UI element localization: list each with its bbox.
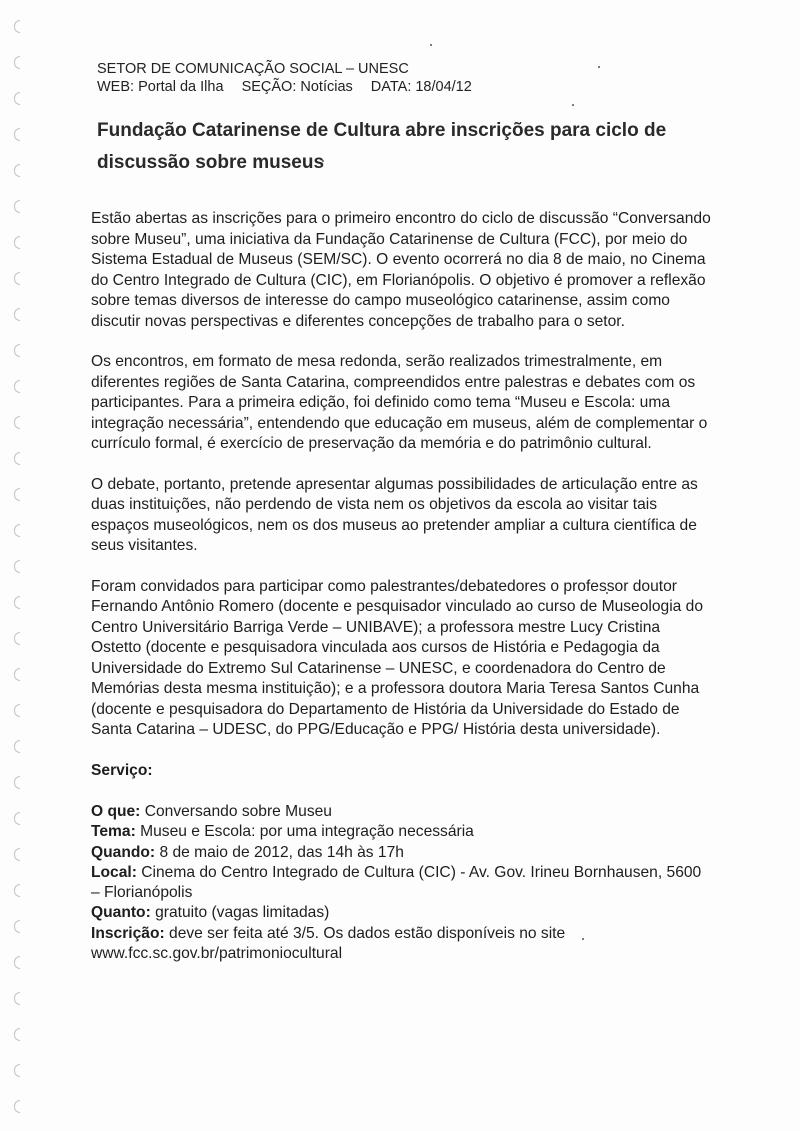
binder-hole — [14, 1100, 20, 1113]
binder-hole — [14, 452, 20, 465]
binder-hole — [14, 128, 20, 141]
binder-hole — [14, 992, 20, 1005]
binder-hole — [14, 488, 20, 501]
binder-hole — [14, 272, 20, 285]
article-body — [91, 209, 711, 964]
binder-hole — [14, 236, 20, 249]
service-label: Quanto: — [91, 904, 151, 922]
binder-hole — [14, 740, 20, 753]
binder-hole — [14, 632, 20, 645]
binder-hole — [14, 920, 20, 933]
binder-hole — [14, 344, 20, 357]
service-value: gratuito (vagas limitadas) — [155, 904, 330, 922]
binder-hole — [14, 1028, 20, 1041]
service-label: Inscrição: — [91, 924, 165, 942]
binder-hole — [14, 776, 20, 789]
binder-hole — [14, 956, 20, 969]
header-meta — [97, 78, 472, 96]
binder-hole — [14, 20, 20, 33]
binder-hole — [14, 380, 20, 393]
service-value: 8 de maio de 2012, das 14h às 17h — [159, 843, 404, 861]
service-item-price — [91, 903, 711, 923]
binder-hole — [14, 668, 20, 681]
service-label: O que: — [91, 803, 141, 820]
service-item-what — [91, 802, 711, 822]
header-web: WEB: Portal da Ilha — [97, 79, 224, 95]
service-label: Local: — [91, 863, 137, 881]
service-list — [91, 802, 711, 964]
service-label: Quando: — [91, 843, 156, 861]
binder-hole — [14, 884, 20, 897]
article-paragraph: Foram convidados para participar como palestrantes/debatedores o professor doutor Fernando Antônio Romero (docente e pesquisador vinculado ao curso de Museologia do Centro Universitário Barriga Verde – UNIBAVE); a professora mestre Lucy Cristina Ostetto (docente e pesquisadora vinculada aos cursos de História e Pedagogia da Universidade do Extremo Sul Catarinense – UNESC, e coordenadora do Centro de Memórias desta mesma instituição); e a professora doutora Maria Teresa Santos Cunha (docente e pesquisadora do Departamento de História da Universidade do Estado de Santa Catarina – UDESC, do PPG/Educação e PPG/ História desta universidade). — [91, 577, 704, 738]
scan-speck — [598, 66, 600, 68]
binder-hole — [14, 848, 20, 861]
binder-hole — [14, 704, 20, 717]
header-date: DATA: 18/04/12 — [370, 79, 472, 95]
binder-holes — [14, 20, 28, 1120]
article-paragraph: O debate, portanto, pretende apresentar algumas possibilidades de articulação entre as duas instituições, não perdendo de vista nem os objetivos da escola ao visitar tais espaços museológicos, nem os dos museus ao pretender ampliar a cultura científica de seus visitantes. — [91, 475, 698, 554]
service-item-location — [91, 863, 711, 904]
service-value: Museu e Escola: por uma integração necessária — [140, 823, 474, 841]
binder-hole — [14, 416, 20, 429]
binder-hole — [14, 524, 20, 537]
binder-hole — [14, 308, 20, 321]
binder-hole — [14, 812, 20, 825]
article-title: Fundação Catarinense de Cultura abre inscrições para ciclo de discussão sobre museus — [97, 120, 667, 173]
article-paragraph: Os encontros, em formato de mesa redonda, serão realizados trimestralmente, em diferentes regiões de Santa Catarina, compreendidos entre palestras e debates com os participantes. Para a primeira edição, foi definido como tema “Museu e Escola: uma integração necessária”, entendendo que educação em museus, além de complementar o currículo formal, é exercício de preservação da memória e do patrimônio cultural. — [91, 353, 708, 452]
binder-hole — [14, 164, 20, 177]
service-value: Cinema do Centro Integrado de Cultura (CIC) - Av. Gov. Irineu Bornhausen, 5600 – Florianópolis — [91, 863, 702, 902]
binder-hole — [14, 56, 20, 69]
article-paragraph: Estão abertas as inscrições para o primeiro encontro do ciclo de discussão “Conversando sobre Museu”, uma iniciativa da Fundação Catarinense de Cultura (FCC), por meio do Sistema Estadual de Museus (SEM/SC). O evento ocorrerá no dia 8 de maio, no Cinema do Centro Integrado de Cultura (CIC), em Florianópolis. O objetivo é promover a reflexão sobre temas diversos de interesse do campo museológico catarinense, assim como discutir novas perspectivas e diferentes concepções de trabalho para o setor. — [91, 210, 711, 330]
scan-speck — [572, 104, 574, 106]
service-label: Tema: — [91, 823, 136, 841]
service-item-theme — [91, 822, 711, 842]
binder-hole — [14, 1064, 20, 1077]
binder-hole — [14, 596, 20, 609]
service-item-registration — [91, 924, 711, 965]
binder-hole — [14, 92, 20, 105]
scan-speck — [430, 44, 432, 46]
service-heading: Serviço: — [91, 761, 153, 779]
service-value: deve ser feita até 3/5. Os dados estão disponíveis no site www.fcc.sc.gov.br/patrimoniocultural — [91, 924, 566, 963]
service-item-when — [91, 843, 711, 863]
header-section: SEÇÃO: Notícias — [241, 79, 353, 95]
binder-hole — [14, 200, 20, 213]
service-value: Conversando sobre Museu — [144, 803, 332, 820]
binder-hole — [14, 560, 20, 573]
header-sector: SETOR DE COMUNICAÇÃO SOCIAL – UNESC — [97, 61, 409, 77]
document-header — [97, 60, 472, 96]
